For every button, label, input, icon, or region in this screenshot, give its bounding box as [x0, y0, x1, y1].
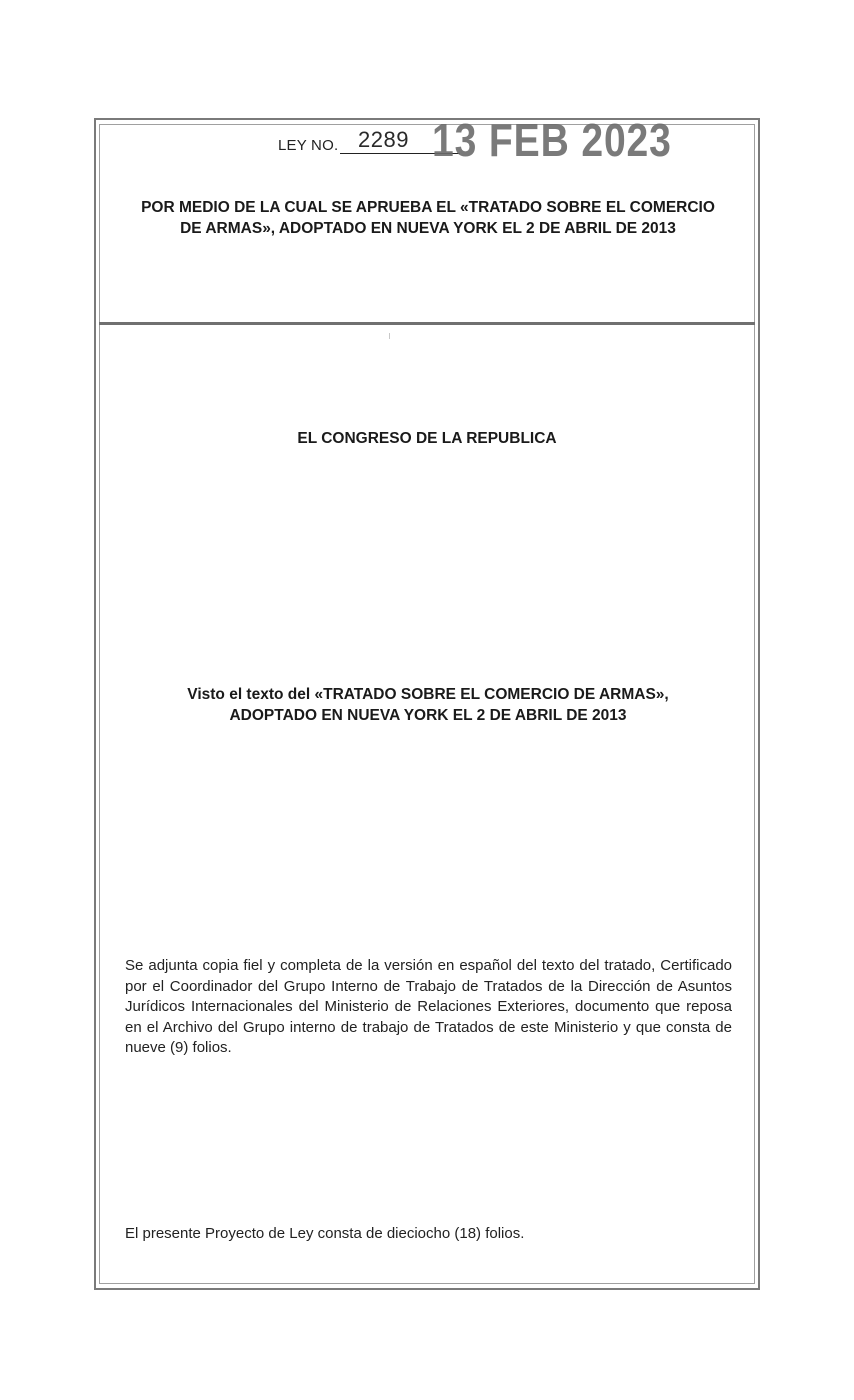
issuer-heading: EL CONGRESO DE LA REPUBLICA: [297, 430, 557, 447]
ley-number: 2289: [358, 127, 409, 152]
law-title: POR MEDIO DE LA CUAL SE APRUEBA EL «TRATADO SOBRE EL COMERCIO DE ARMAS», ADOPTADO EN NUEVA YORK EL 2 DE ABRIL DE 2013: [141, 199, 715, 237]
folios-note: El presente Proyecto de Ley consta de dieciocho (18) folios.: [125, 1225, 525, 1242]
ley-label: LEY NO.: [278, 137, 339, 154]
visto-paragraph: Visto el texto del «TRATADO SOBRE EL COMERCIO DE ARMAS», ADOPTADO EN NUEVA YORK EL 2 DE ABRIL DE 2013: [187, 686, 669, 724]
attachment-note-paragraph: Se adjunta copia fiel y completa de la versión en español del texto del tratado, Certificado por el Coordinador del Grupo Interno de Trabajo de Tratados de la Dirección de Asuntos Jurídicos Internacionales del Ministerio de Relaciones Exteriores, documento que reposa en el Archivo del Grupo interno de trabajo de Tratados de este Ministerio y que consta de nueve (9) folios.: [125, 957, 732, 1056]
date-stamp: 13 FEB 2023: [432, 114, 672, 166]
header-divider: [99, 322, 755, 325]
scan-speck: [389, 333, 390, 339]
